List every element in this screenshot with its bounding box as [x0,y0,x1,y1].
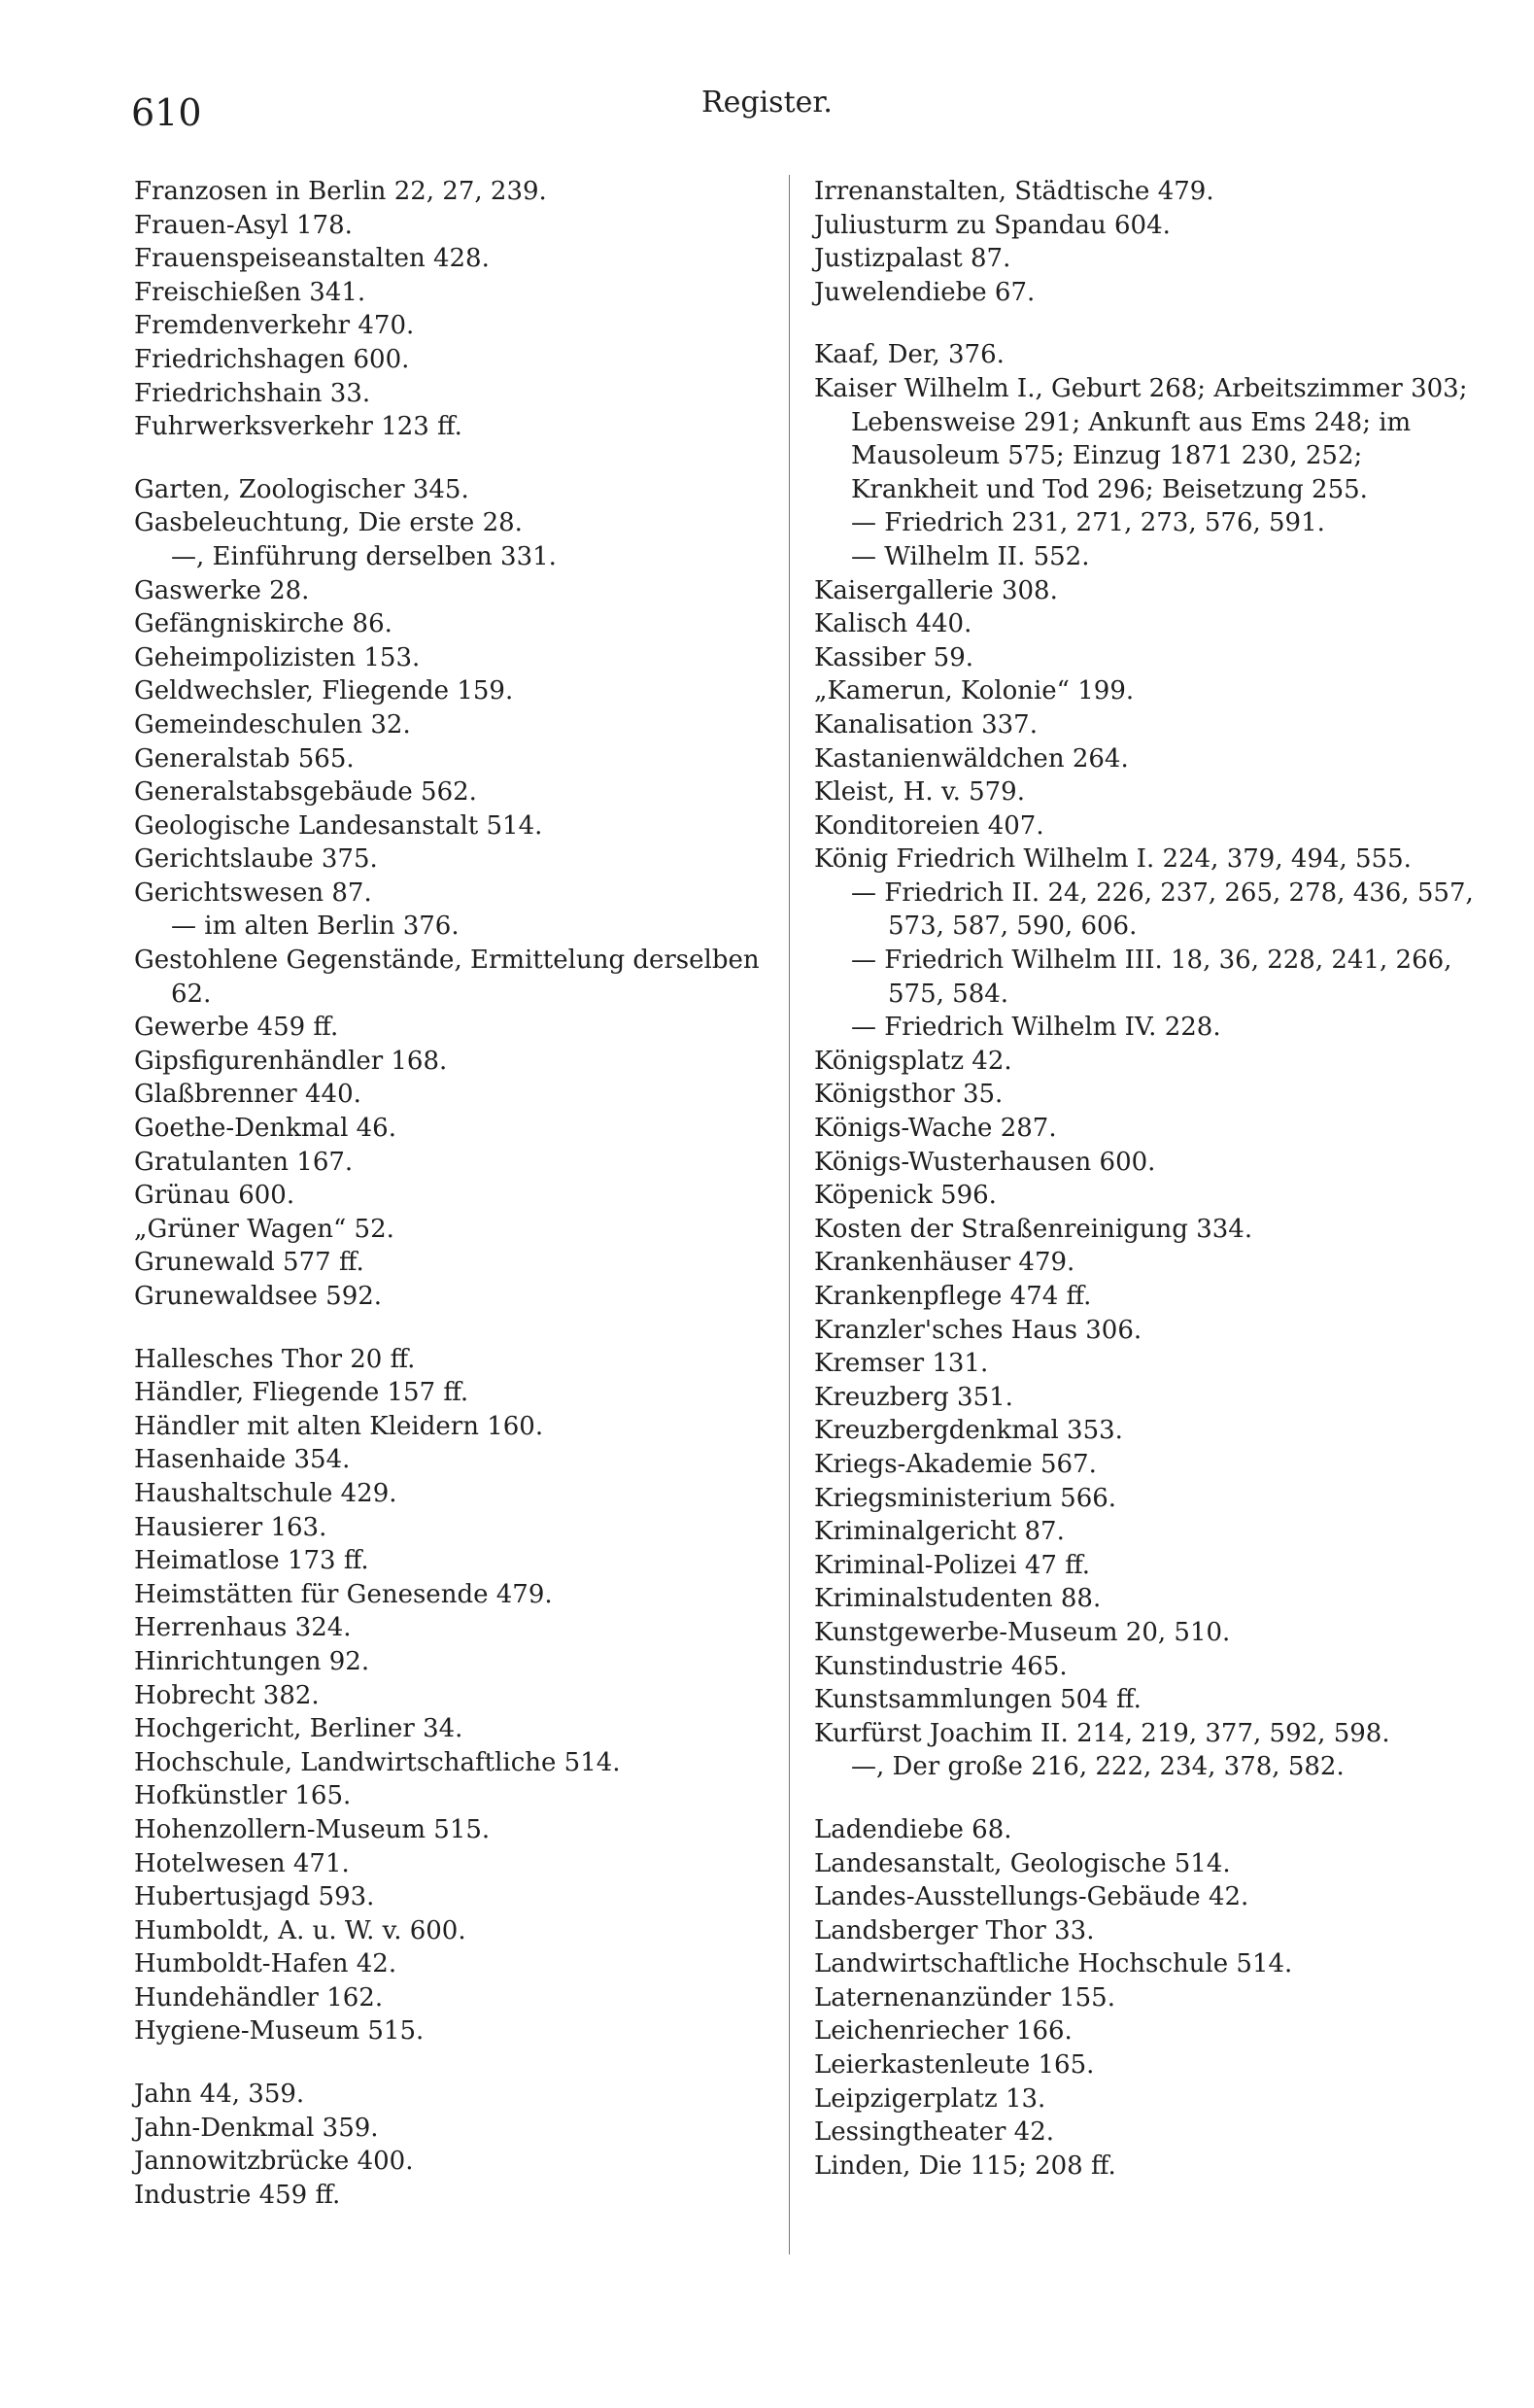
index-entry: Ladendiebe 68. [814,1814,1012,1844]
index-entry: Konditoreien 407. [814,810,1044,841]
index-entry: Hubertusjagd 593. [134,1882,375,1912]
index-group [814,338,1475,1784]
page-number: 610 [131,91,202,134]
index-entry: Herrenhaus 324. [134,1613,352,1643]
index-group [134,1343,775,2048]
index-entry: Kreuzberg 351. [814,1382,1013,1412]
index-entry: Friedrichshagen 600. [134,344,410,374]
index-entry: Kosten der Straßenreinigung 334. [814,1214,1253,1244]
index-entry: Landesanstalt, Geologische 514. [814,1848,1231,1878]
index-entry: Königsplatz 42. [814,1046,1012,1076]
index-entry: Gerichtswesen 87. [134,877,372,908]
index-entry: Jahn 44, 359. [134,2080,305,2110]
index-entry: Kaiser Wilhelm I., Geburt 268; Arbeitszimmer 303; Lebensweise 291; Ankunft aus Ems 248; im Mausoleum 575; Einzug 1871 230, 252; Krankheit und Tod 296; Beisetzung 255. [814,373,1468,504]
index-entry: Grünau 600. [134,1181,295,1211]
index-entry: Laternenanzünder 155. [814,1982,1115,2012]
index-entry: Landes-Ausstellungs-Gebäude 42. [814,1882,1249,1912]
index-entry: Gefängniskirche 86. [134,609,392,639]
index-entry: Linden, Die 115; 208 ff. [814,2150,1116,2181]
index-entry: Kurfürst Joachim II. 214, 219, 377, 592, 598. [814,1718,1390,1748]
index-entry: Hallesches Thor 20 ff. [134,1344,416,1374]
index-entry: Landwirtschaftliche Hochschule 514. [814,1949,1293,1979]
index-group [134,473,775,1314]
index-entry: Justizpalast 87. [814,244,1011,274]
index-entry: Generalstabsgebäude 562. [134,777,477,808]
index-entry: Fremdenverkehr 470. [134,311,415,341]
index-entry: Kreuzbergdenkmal 353. [814,1416,1123,1446]
index-entry: Freischießen 341. [134,277,366,307]
column-divider [789,175,790,2254]
index-entry: Gewerbe 459 ff. [134,1013,339,1043]
index-entry: Königs-Wusterhausen 600. [814,1147,1156,1177]
index-entry: Händler mit alten Kleidern 160. [134,1411,544,1441]
index-entry: Lessingtheater 42. [814,2117,1054,2148]
index-entry: Gestohlene Gegenstände, Ermittelung derselben 62. [134,946,760,1009]
index-entry: Heimstätten für Genesende 479. [134,1579,553,1609]
index-entry: Geldwechsler, Fliegende 159. [134,676,514,706]
index-subentry: — Friedrich Wilhelm IV. 228. [851,1013,1221,1043]
index-entry: Grunewald 577 ff. [134,1248,364,1278]
index-entry: Geheimpolizisten 153. [134,642,421,672]
index-entry: Leipzigerplatz 13. [814,2083,1046,2114]
index-group [814,1813,1475,2184]
index-entry: Frauen-Asyl 178. [134,210,353,240]
index-entry: Haushaltschule 429. [134,1478,397,1508]
index-group [814,175,1475,309]
index-entry: Industrie 459 ff. [134,2180,341,2210]
index-entry: Kassiber 59. [814,642,973,672]
index-group [134,175,775,444]
index-entry: Krankenpflege 474 ff. [814,1282,1092,1311]
index-entry: Kriegs-Akademie 567. [814,1449,1097,1479]
index-entry: Heimatlose 173 ff. [134,1546,369,1576]
index-subentry: —, Einführung derselben 331. [171,541,557,571]
index-entry: Generalstab 565. [134,743,355,774]
index-entry: Hobrecht 382. [134,1680,320,1710]
index-entry: Irrenanstalten, Städtische 479. [814,177,1214,206]
index-entry: Hausierer 163. [134,1512,327,1542]
index-entry: Kriminalgericht 87. [814,1517,1065,1547]
index-entry: Königs-Wache 287. [814,1114,1057,1144]
index-entry: Hinrichtungen 92. [134,1646,370,1676]
index-entry: Gratulanten 167. [134,1147,354,1177]
index-entry: Juliusturm zu Spandau 604. [814,210,1171,240]
index-entry: Friedrichshain 33. [134,378,371,408]
index-subentry: —, Der große 216, 222, 234, 378, 582. [851,1752,1345,1782]
index-entry: Kranzler'sches Haus 306. [814,1315,1142,1345]
index-entry: Händler, Fliegende 157 ff. [134,1378,469,1408]
index-entry: Hasenhaide 354. [134,1445,351,1475]
index-entry: Kastanienwäldchen 264. [814,743,1129,774]
index-entry: Leichenriecher 166. [814,2016,1073,2047]
index-column-left [134,175,775,2241]
index-entry: Kleist, H. v. 579. [814,777,1025,808]
index-entry: Königsthor 35. [814,1080,1004,1110]
index-entry: Kanalisation 337. [814,709,1038,740]
index-entry: Hofkünstler 165. [134,1781,352,1811]
index-group [134,2078,775,2212]
index-entry: Gaswerke 28. [134,575,310,605]
index-entry: Goethe-Denkmal 46. [134,1114,396,1144]
running-head: Register. [701,86,833,120]
index-entry: Fuhrwerksverkehr 123 ff. [134,412,462,442]
index-entry: Kaisergallerie 308. [814,575,1058,605]
index-subentry: — Friedrich Wilhelm III. 18, 36, 228, 241, 266, 575, 584. [851,946,1452,1009]
index-entry: Hygiene-Museum 515. [134,2016,425,2047]
index-entry: Geologische Landesanstalt 514. [134,810,543,841]
index-entry: Humboldt-Hafen 42. [134,1949,397,1979]
index-entry: Hotelwesen 471. [134,1848,350,1878]
index-entry: Humboldt, A. u. W. v. 600. [134,1915,466,1945]
index-entry: Krankenhäuser 479. [814,1248,1075,1278]
index-entry: Juwelendiebe 67. [814,277,1036,307]
index-entry: Gipsfigurenhändler 168. [134,1046,448,1076]
index-column-right [814,175,1475,2212]
index-entry: Kunstindustrie 465. [814,1651,1068,1681]
index-entry: Kunstsammlungen 504 ff. [814,1685,1142,1715]
index-entry: Glaßbrenner 440. [134,1080,361,1110]
index-entry: Franzosen in Berlin 22, 27, 239. [134,177,547,206]
index-entry: Frauenspeiseanstalten 428. [134,244,490,274]
index-entry: Kriminal-Polizei 47 ff. [814,1550,1091,1580]
index-entry: Gasbeleuchtung, Die erste 28. [134,508,523,538]
index-subentry: — Friedrich II. 24, 226, 237, 265, 278, 436, 557, 573, 587, 590, 606. [851,877,1474,942]
index-entry: „Grüner Wagen“ 52. [134,1214,394,1244]
index-entry: Kriminalstudenten 88. [814,1584,1102,1614]
index-subentry: — im alten Berlin 376. [171,912,460,942]
index-subentry: — Friedrich 231, 271, 273, 576, 591. [851,508,1325,538]
index-entry: Gerichtslaube 375. [134,844,378,875]
index-entry: „Kamerun, Kolonie“ 199. [814,676,1135,706]
index-entry: Grunewaldsee 592. [134,1282,383,1311]
index-entry: Leierkastenleute 165. [814,2050,1095,2081]
index-subentry: — Wilhelm II. 552. [851,541,1090,571]
index-entry: Kunstgewerbe-Museum 20, 510. [814,1617,1231,1647]
index-entry: Kaaf, Der, 376. [814,340,1005,370]
index-entry: Hochschule, Landwirtschaftliche 514. [134,1747,621,1777]
index-entry: Kremser 131. [814,1349,989,1379]
index-entry: Kriegsministerium 566. [814,1483,1117,1513]
index-entry: Kalisch 440. [814,609,972,639]
index-entry: Köpenick 596. [814,1181,997,1211]
index-entry: Jannowitzbrücke 400. [134,2147,414,2177]
index-entry: Hochgericht, Berliner 34. [134,1714,463,1744]
index-entry: Landsberger Thor 33. [814,1915,1095,1945]
index-entry: Hohenzollern-Museum 515. [134,1814,491,1844]
index-entry: Jahn-Denkmal 359. [134,2113,379,2143]
index-entry: König Friedrich Wilhelm I. 224, 379, 494, 555. [814,844,1412,875]
index-entry: Garten, Zoologischer 345. [134,474,469,504]
index-entry: Hundehändler 162. [134,1982,384,2012]
index-entry: Gemeindeschulen 32. [134,709,411,740]
